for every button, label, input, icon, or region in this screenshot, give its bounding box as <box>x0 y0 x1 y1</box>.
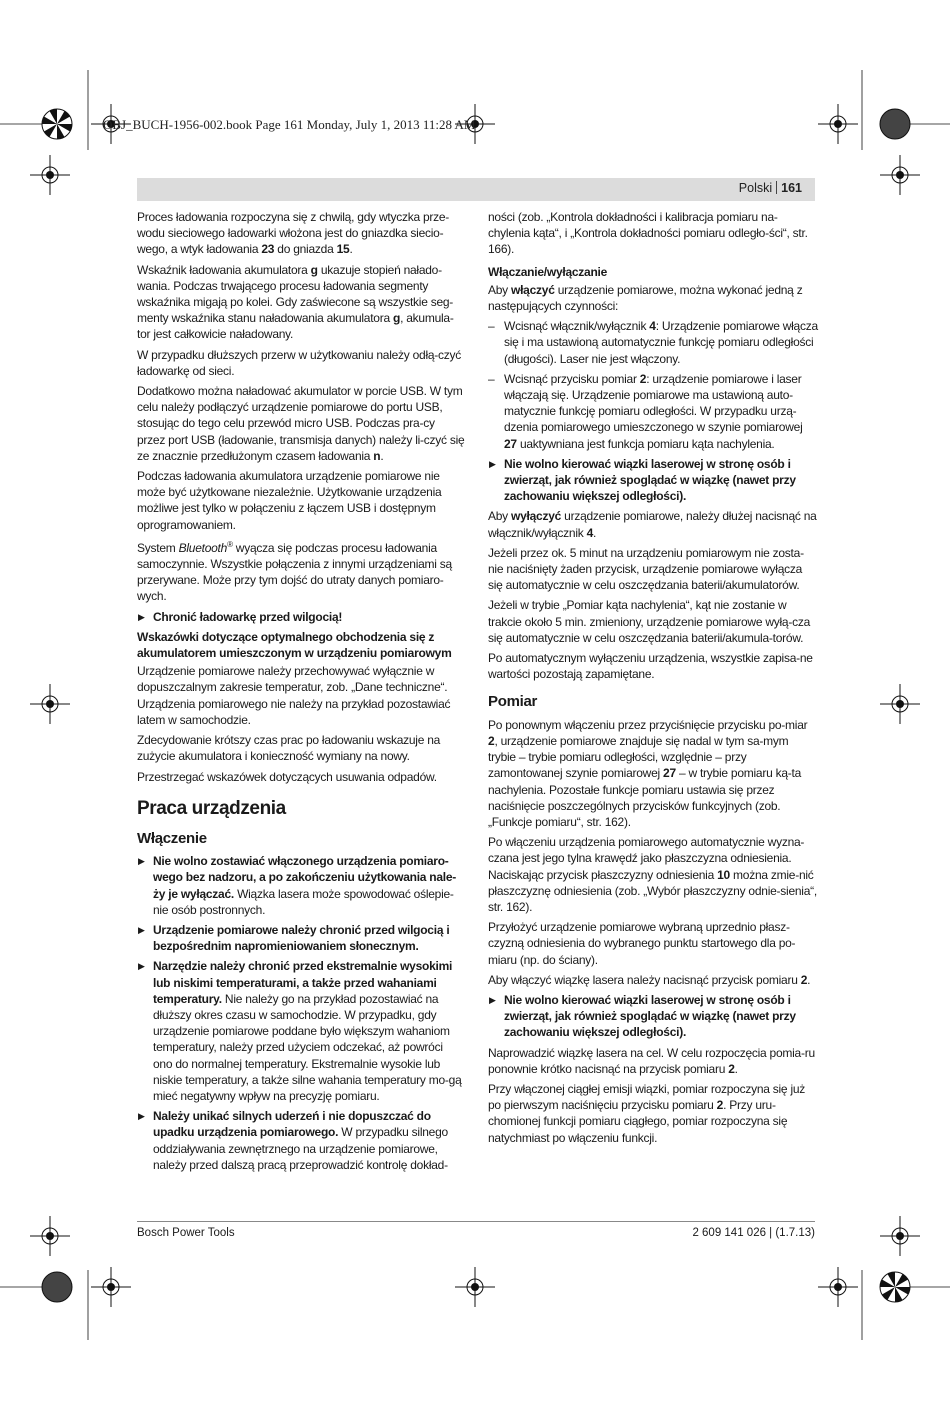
warning-bullet: ▶ Urządzenie pomiarowe należy chronić przed wilgocią i bezpośrednim napromieniowaniem słonecznym. <box>137 922 465 954</box>
section-subheading: Włączanie/wyłączanie <box>488 264 608 279</box>
paragraph: Naprowadzić wiązkę lasera na cel. W celu rozpoczęcia pomia-ru ponownie krótko nacisnąć na przycisk pomiaru 2. <box>488 1045 815 1076</box>
paragraph: Urządzenie pomiarowe należy przechowywać wyłącznie w dopuszczalnym zakresie temperatur, zob. „Dane techniczne“. Urządzenia pomiarowego nie należy na przykład pozostawiać latem w samochodzie. <box>137 664 451 727</box>
header-language: Polski <box>738 181 773 195</box>
subsection-heading: Włączenie <box>137 829 207 847</box>
footer-brand: Bosch Power Tools <box>137 1227 235 1239</box>
paragraph: Dodatkowo można naładować akumulator w porcie USB. W tym celu należy podłączyć urządzenie pomiarowe do portu USB, stosując do tego celu przewód micro USB. Podczas pra-cy przez port USB (ładowanie, transmisja danych) należy li-czyć się ze znacznie przedłużonym czasem ładowania n. <box>137 384 465 463</box>
header-band <box>137 178 815 201</box>
left-column <box>137 209 465 1177</box>
paragraph: Przyłożyć urządzenie pomiarowe wybraną uprzednio płasz-czyzną odniesienia do wybranego punktu startowego dla po-miaru (np. do ściany). <box>488 920 796 967</box>
footer-rule <box>137 1221 815 1222</box>
page-number: 161 <box>781 181 802 195</box>
paragraph: Aby włączyć urządzenie pomiarowe, można wykonać jedną z następujących czynności: <box>488 282 803 314</box>
warning-bullet: ▶ Nie wolno kierować wiązki laserowej w stronę osób i zwierząt, jak również spoglądać w wiązkę (nawet przy zachowaniu większej odległości). <box>488 992 818 1041</box>
subsection-heading: Pomiar <box>488 693 538 711</box>
paragraph: Po ponownym włączeniu przez przyciśnięcie przycisku po-miar 2, urządzenie pomiarowe znajduje się nadal w tym sa-mym trybie – trybie pomiaru odległości, względnie – przy zamontowanej szynie pomiarowej 27 – w trybie pomiaru ką-ta nachylenia. Pozostałe funkcje pomiaru ustawia się przez naciśnięcie poszczególnych przycisków funkcyjnych (zob. „Funkcje pomiaru“, str. 162). <box>488 717 808 829</box>
paragraph: Aby wyłączyć urządzenie pomiarowe, należy dłużej nacisnąć na włącznik/wyłącznik 4. <box>488 509 817 540</box>
section-heading: Praca urządzenia <box>137 797 286 819</box>
warning-bullet: ▶ Należy unikać silnych uderzeń i nie dopuszczać do upadku urządzenia pomiarowego. W przypadku silnego oddziaływania zewnętrznego na urządzenie pomiarowe, należy przed dalszą pracą przeprowadzić kontrolę dokład- <box>137 1108 465 1173</box>
warning-bullet: ▶ Nie wolno zostawiać włączonego urządzenia pomiaro-wego bez nadzoru, a po zakończeniu użytkowania nale-ży je wyłączać. Wiązka lasera może spowodować oślepie-nie osób postronnych. <box>137 853 465 918</box>
paragraph: Proces ładowania rozpoczyna się z chwilą, gdy wtyczka prze-wodu sieciowego ładowarki włożona jest do gniazdka siecio-wego, a wtyk ładowania 23 do gniazda 15. <box>137 210 450 257</box>
paragraph: Wskaźnik ładowania akumulatora g ukazuje stopień nałado-wania. Podczas trwającego procesu ładowania segmenty wskaźnika migają po kolei. Gdy zaświecone są wszystkie seg-menty wskaźnika stanu naładowania akumulatora g, akumula-tor jest całkowicie naładowany. <box>137 262 454 342</box>
paragraph: ności (zob. „Kontrola dokładności i kalibracja pomiaru na-chylenia kąta“, i „Kontrola dokładności pomiaru odległo-ści“, str. 166). <box>488 210 808 257</box>
dash-item: – Wcisnąć przycisku pomiar 2: urządzenie pomiarowe i laser włączają się. Urządzenie pomiarowe ma ustawioną auto-matycznie funkcję pomiaru odległości. W przypadku urzą-dzenia pomiarowego umieszczonego w szynie pomiarowej 27 uaktywniana jest funkcja pomiaru kąta nachylenia. <box>488 371 818 452</box>
print-slug: OBJ_BUCH-1956-002.book Page 161 Monday, July 1, 2013 11:28 AM <box>103 117 476 132</box>
warning-bullet: ▶ Nie wolno kierować wiązki laserowej w stronę osób i zwierząt, jak również spoglądać w wiązkę (nawet przy zachowaniu większej odległości). <box>488 456 818 505</box>
paragraph: Podczas ładowania akumulatora urządzenie pomiarowe nie może być użytkowane niezależnie. Użytkowanie urządzenia możliwe jest tylko w połączeniu z łączem USB i dostępnym oprogramowaniem. <box>137 469 442 532</box>
paragraph: Zdecydowanie krótszy czas prac po ładowaniu wskazuje na zużycie akumulatora i konieczność wymiany na nowy. <box>137 733 441 764</box>
paragraph: Przestrzegać wskazówek dotyczących usuwania odpadów. <box>137 769 437 784</box>
paragraph: Jeżeli w trybie „Pomiar kąta nachylenia“, kąt nie zostanie w trakcie około 5 min. zmieniony, urządzenie pomiarowe wyłą-cza się automatycznie w celu oszczędzania baterii/akumula-torów. <box>488 598 811 645</box>
paragraph: Przy włączonej ciągłej emisji wiązki, pomiar rozpoczyna się już po pierwszym naciśnięciu przycisku pomiaru 2. Przy uru-chomionej funkcji pomiaru ciągłego, pomiar rozpoczyna się natychmiast po włączeniu funkcji. <box>488 1081 806 1145</box>
warning-bullet: ▶ Chronić ładowarkę przed wilgocią! <box>137 609 465 625</box>
right-column <box>488 209 818 1150</box>
paragraph: Po automatycznym wyłączeniu urządzenia, wszystkie zapisa-ne wartości pozostają zapamiętane. <box>488 651 813 682</box>
section-subheading: Wskazówki dotyczące optymalnego obchodzenia się z akumulatorem umieszczonym w urządzeniu pomiarowym <box>137 629 452 661</box>
warning-bullet: ▶ Narzędzie należy chronić przed ekstremalnie wysokimi lub niskimi temperaturami, a także przed wahaniami temperatury. Nie należy go na przykład pozostawiać na dłuższy okres czasu w samochodzie. W przypadku, gdy urządzenie pomiarowe poddane było większym wahaniom temperatury, należy przed użyciem odczekać, aż powróci ono do normalnej temperatury. Ekstremalnie wysokie lub niskie temperatury, a także silne wahania temperatury mo-gą mieć negatywny wpływ na precyzję pomiaru. <box>137 958 465 1104</box>
footer-doc-number: 2 609 141 026 | (1.7.13) <box>692 1227 815 1239</box>
paragraph: Jeżeli przez ok. 5 minut na urządzeniu pomiarowym nie zosta-nie naciśnięty żaden przycisk, urządzenie pomiarowe wyłącza się automatycznie w celu oszczędzania baterii/akumulatorów. <box>488 545 804 593</box>
paragraph: W przypadku dłuższych przerw w użytkowaniu należy odłą-czyć ładowarkę od sieci. <box>137 347 462 378</box>
paragraph: Aby włączyć wiązkę lasera należy nacisnąć przycisk pomiaru 2. <box>488 972 811 987</box>
paragraph: System Bluetooth® wyącza się podczas procesu ładowania samoczynnie. Wszystkie połączenia z innymi urządzeniami są przerywane. Może przy tym dojść do utraty danych pomiaro-wych. <box>137 539 452 604</box>
paragraph: Po włączeniu urządzenia pomiarowego automatycznie wyzna-czana jest jego tylna krawędź jako płaszczyzna odniesienia. Naciskając przycisk płaszczyzny odniesienia 10 można zmie-nić płaszczyznę odniesienia (zob. „Wybór płaszczyzny odnie-sienia“, str. 162). <box>488 835 817 914</box>
page-header <box>739 181 802 195</box>
header-separator <box>776 181 777 194</box>
dash-item: – Wcisnąć włącznik/wyłącznik 4: Urządzenie pomiarowe włącza się i ma ustawioną automatycznie funkcję pomiaru odległości (długości). Laser nie jest włączony. <box>488 318 818 367</box>
